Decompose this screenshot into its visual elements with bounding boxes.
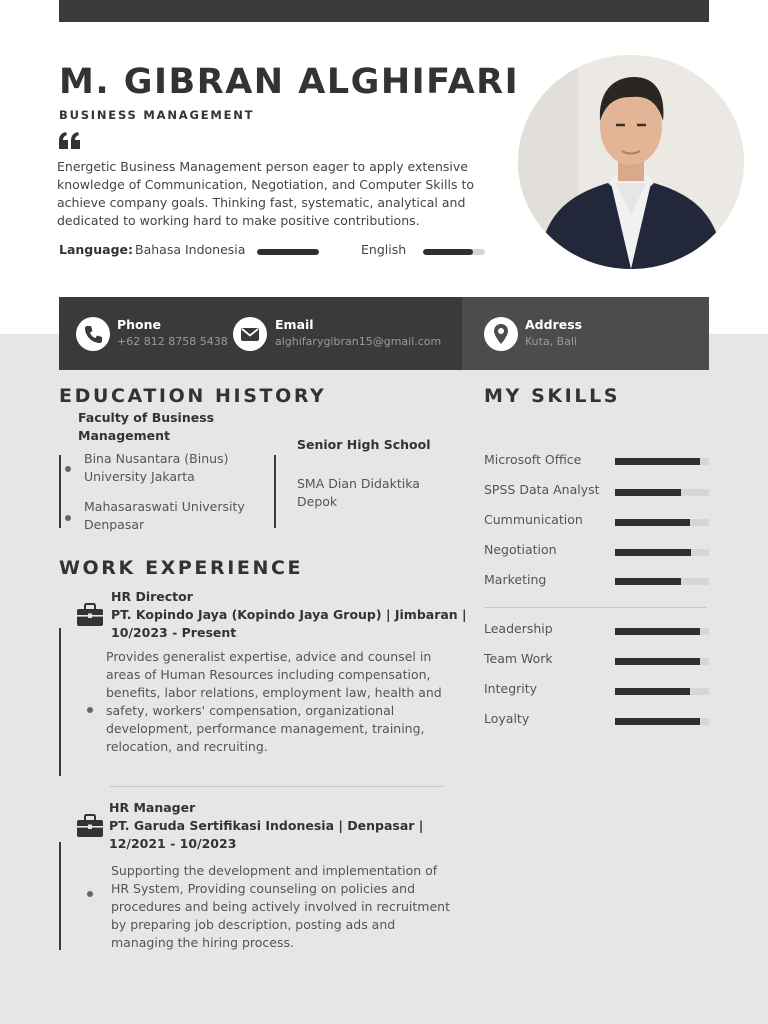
timeline-dot <box>87 891 93 897</box>
work-timeline-line <box>59 842 61 950</box>
timeline-dot <box>65 466 71 472</box>
phone-icon <box>76 317 110 351</box>
skill-level-bar <box>615 628 709 635</box>
work-section-title: WORK EXPERIENCE <box>59 557 304 579</box>
briefcase-icon <box>76 603 104 631</box>
skill-level-bar <box>615 549 709 556</box>
skill-name: Loyalty <box>484 711 530 726</box>
education-timeline-line <box>59 455 61 528</box>
skill-name: Marketing <box>484 572 547 587</box>
language-name: Bahasa Indonesia <box>135 242 246 257</box>
education-university: Bina Nusantara (Binus) University Jakarta <box>84 451 229 484</box>
education-timeline-line <box>274 455 276 528</box>
top-decor-bar <box>59 0 709 22</box>
skills-divider <box>484 607 706 608</box>
quote-icon <box>58 132 82 154</box>
high-school-name: SMA Dian Didaktika Depok <box>297 476 420 509</box>
timeline-dot <box>87 707 93 713</box>
email-value[interactable]: alghifarygibran15@gmail.com <box>275 335 442 348</box>
profile-photo <box>518 55 744 269</box>
language-level-bar <box>423 249 485 255</box>
profile-summary: Energetic Business Management person eager to apply extensive knowledge of Communication, Negotiation, and Computer Skills to achieve company goals. Thinking fast, systematic, analytical and dedicated to working hard to make positive contributions. <box>57 159 474 228</box>
address-value: Kuta, Bali <box>525 335 578 348</box>
location-pin-icon <box>484 317 518 351</box>
job-description: Supporting the development and implementation of HR System, Providing counseling on policies and procedures and being actively involved in recruitment by preparing job description, posting ads and managing the hiring process. <box>111 863 450 950</box>
phone-label: Phone <box>117 317 162 332</box>
email-icon <box>233 317 267 351</box>
briefcase-icon <box>76 814 104 842</box>
skill-level-bar <box>615 489 709 496</box>
skill-name: SPSS Data Analyst <box>484 482 600 497</box>
skill-name: Microsoft Office <box>484 452 582 467</box>
high-school-title: Senior High School <box>297 437 431 452</box>
job-divider <box>110 786 443 787</box>
candidate-role: BUSINESS MANAGEMENT <box>59 108 255 122</box>
education-section-title: EDUCATION HISTORY <box>59 385 327 407</box>
job-position: HR Manager <box>109 800 196 815</box>
language-level-bar <box>257 249 319 255</box>
contact-bar <box>59 297 709 370</box>
skill-level-bar <box>615 578 709 585</box>
skill-level-bar <box>615 519 709 526</box>
skill-level-bar <box>615 658 709 665</box>
job-description: Provides generalist expertise, advice and counsel in areas of Human Resources including compensation, benefits, labor relations, employment law, health and safety, workers' compensation, organizational development, performance management, training, relocation, and recruiting. <box>106 649 442 754</box>
email-label: Email <box>275 317 314 332</box>
language-name: English <box>361 242 407 257</box>
education-faculty: Faculty of Business Management <box>78 410 215 443</box>
skill-name: Team Work <box>484 651 553 666</box>
job-company: PT. Kopindo Jaya (Kopindo Jaya Group) | Jimbaran | 10/2023 - Present <box>111 607 467 640</box>
skill-name: Integrity <box>484 681 538 696</box>
timeline-dot <box>65 515 71 521</box>
address-label: Address <box>525 317 583 332</box>
job-position: HR Director <box>111 589 193 604</box>
phone-value[interactable]: +62 812 8758 5438 <box>117 335 228 348</box>
skill-name: Leadership <box>484 621 553 636</box>
work-timeline-line <box>59 628 61 776</box>
skill-name: Cummunication <box>484 512 583 527</box>
candidate-name: M. GIBRAN ALGHIFARI <box>59 62 520 102</box>
skill-level-bar <box>615 688 709 695</box>
skill-level-bar <box>615 458 709 465</box>
job-company: PT. Garuda Sertifikasi Indonesia | Denpasar | 12/2021 - 10/2023 <box>109 818 424 851</box>
education-university: Mahasaraswati University Denpasar <box>84 499 245 532</box>
skill-name: Negotiation <box>484 542 557 557</box>
language-label: Language: <box>59 242 134 257</box>
skills-section-title: MY SKILLS <box>484 385 621 407</box>
skill-level-bar <box>615 718 709 725</box>
